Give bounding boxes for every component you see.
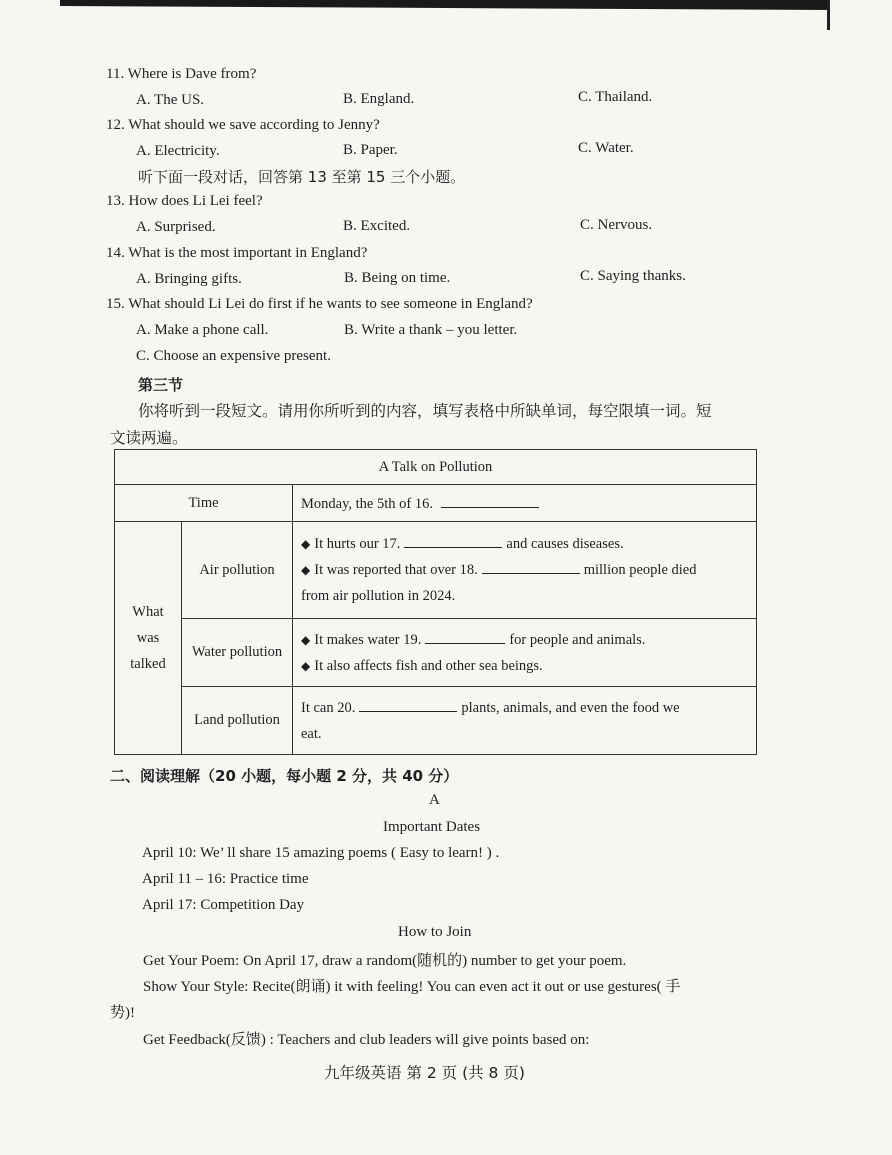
q15-option-c: C. Choose an expensive present. <box>136 348 331 364</box>
water-text-2: It also affects fish and other sea beings. <box>314 657 543 674</box>
air-text-1b: and causes diseases. <box>506 536 624 552</box>
land-text-1b: plants, animals, and even the food we <box>461 699 680 716</box>
section-3-instruction-line1: 你将听到一段短文。请用你所听到的内容，填写表格中所缺单词，每空限填一词。短 <box>138 402 712 420</box>
land-text-1c: eat. <box>301 725 322 742</box>
important-dates-title: Important Dates <box>383 819 481 835</box>
diamond-bullet-icon: ◆ <box>301 563 311 577</box>
land-pollution-cell <box>293 687 757 755</box>
air-pollution-cell <box>293 522 757 619</box>
time-cell <box>293 485 757 522</box>
question-11: 11. Where is Dave from? <box>106 66 257 82</box>
q15-option-a: A. Make a phone call. <box>136 322 269 338</box>
table-title: A Talk on Pollution <box>115 450 757 485</box>
scan-right-edge <box>827 0 830 30</box>
q12-option-a: A. Electricity. <box>136 143 220 159</box>
water-pollution-cell <box>293 619 757 687</box>
date-april-11-16: April 11 – 16: Practice time <box>142 871 309 887</box>
q14-option-c: C. Saying thanks. <box>580 268 686 284</box>
what-label-word3: talked <box>130 656 166 672</box>
land-pollution-label: Land pollution <box>182 687 293 755</box>
dialogue-instruction: 听下面一段对话，回答第 13 至第 15 三个小题。 <box>138 168 466 186</box>
air-text-1a: It hurts our 17. <box>314 536 401 552</box>
diamond-bullet-icon: ◆ <box>301 537 311 551</box>
what-was-talked-label <box>115 522 182 755</box>
blank-18[interactable] <box>482 560 580 574</box>
q14-option-a: A. Bringing gifts. <box>136 271 242 287</box>
question-12: 12. What should we save according to Jenny? <box>106 117 380 133</box>
time-value: Monday, the 5th of 16. <box>301 495 433 512</box>
q15-option-b: B. Write a thank – you letter. <box>344 322 518 338</box>
section-3-instruction-line2: 文读两遍。 <box>110 429 188 447</box>
q11-option-c: C. Thailand. <box>578 89 653 105</box>
q13-option-b: B. Excited. <box>343 218 411 234</box>
what-label-word1: What <box>132 604 164 620</box>
air-text-2c: from air pollution in 2024. <box>301 588 456 604</box>
question-14: 14. What is the most important in England? <box>106 245 368 261</box>
date-april-17: April 17: Competition Day <box>142 897 305 913</box>
question-13: 13. How does Li Lei feel? <box>106 193 263 209</box>
water-pollution-label: Water pollution <box>182 619 293 687</box>
q11-option-a: A. The US. <box>136 92 205 108</box>
q13-option-a: A. Surprised. <box>136 219 216 235</box>
part-2-heading: 二、阅读理解（20 小题，每小题 2 分，共 40 分） <box>110 767 459 785</box>
time-label: Time <box>115 485 293 522</box>
q11-option-b: B. England. <box>343 91 415 107</box>
water-text-1b: for people and animals. <box>509 631 646 648</box>
q12-option-b: B. Paper. <box>343 142 398 158</box>
scan-top-edge <box>60 0 830 10</box>
blank-17[interactable] <box>404 534 502 548</box>
blank-16[interactable] <box>441 494 539 508</box>
date-april-10: April 10: We’ ll share 15 amazing poems ( Easy to learn! ) . <box>142 845 500 861</box>
air-text-2b: million people died <box>583 562 697 578</box>
q14-option-b: B. Being on time. <box>344 270 451 286</box>
what-label-word2: was <box>136 630 160 646</box>
blank-20[interactable] <box>359 698 457 712</box>
join-get-your-poem: Get Your Poem: On April 17, draw a random(随机的) number to get your poem. <box>143 953 627 969</box>
q13-option-c: C. Nervous. <box>580 217 653 233</box>
land-text-1a: It can 20. <box>301 699 356 716</box>
blank-19[interactable] <box>425 630 505 644</box>
section-3-heading: 第三节 <box>138 376 184 394</box>
how-to-join-title: How to Join <box>398 924 472 940</box>
q12-option-c: C. Water. <box>578 140 634 156</box>
diamond-bullet-icon: ◆ <box>301 632 311 647</box>
join-show-your-style-cont: 势)! <box>110 1005 135 1021</box>
join-get-feedback: Get Feedback(反馈) : Teachers and club leaders will give points based on: <box>143 1032 590 1048</box>
air-pollution-label: Air pollution <box>182 522 293 619</box>
diamond-bullet-icon: ◆ <box>301 658 311 673</box>
question-15: 15. What should Li Lei do first if he wants to see someone in England? <box>106 296 533 312</box>
passage-letter: A <box>429 792 440 808</box>
join-show-your-style: Show Your Style: Recite(朗诵) it with feeling! You can even act it out or use gestures( 手 <box>143 979 681 995</box>
page-footer: 九年级英语 第 2 页 (共 8 页) <box>324 1064 525 1082</box>
water-text-1a: It makes water 19. <box>314 631 422 648</box>
pollution-table <box>114 449 757 755</box>
air-text-2a: It was reported that over 18. <box>314 562 478 578</box>
